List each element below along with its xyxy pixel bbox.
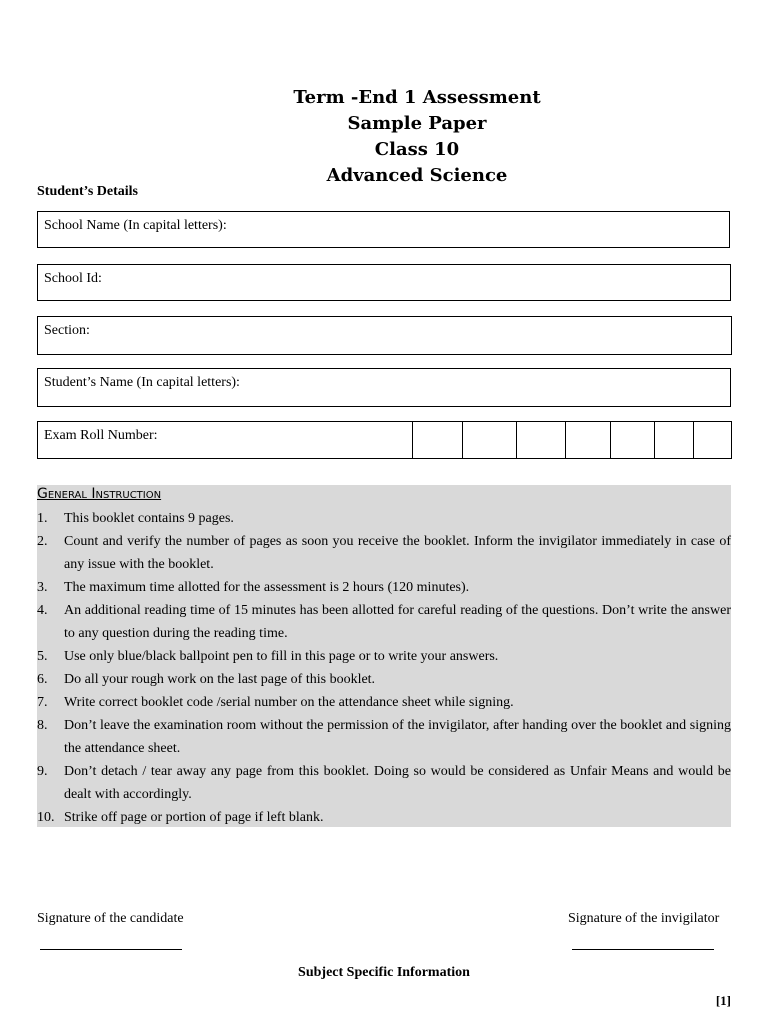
instruction-item [37,599,731,645]
instruction-item [37,645,731,668]
instruction-item [37,760,731,806]
school-name-field[interactable] [37,211,730,248]
roll-number-digit-2[interactable] [462,422,516,458]
roll-number-digit-7[interactable] [693,422,731,458]
instruction-text: An additional reading time of 15 minutes has been allotted for careful reading of the questions. Don’t write the answer to any question during the reading time. [64,603,731,641]
general-instruction-heading: General Instruction [37,486,162,502]
instruction-number: 9. [37,764,48,779]
instruction-text: Write correct booklet code /serial number on the attendance sheet while signing. [64,695,514,710]
instruction-number: 4. [37,603,48,618]
title-line-2: Sample Paper [347,113,487,134]
school-id-label: School Id: [44,271,102,286]
exam-roll-number-field [37,421,732,459]
instruction-number: 3. [37,580,48,595]
section-label: Section: [44,323,90,338]
instruction-item [37,530,731,576]
instruction-number: 8. [37,718,48,733]
instruction-text: Don’t detach / tear away any page from this booklet. Doing so would be considered as Unfair Means and would be dealt with accordingly. [64,764,731,802]
instruction-text: Strike off page or portion of page if left blank. [64,810,324,825]
instruction-text: Use only blue/black ballpoint pen to fill in this page or to write your answers. [64,649,499,664]
student-name-label: Student’s Name (In capital letters): [44,375,240,390]
instruction-number: 6. [37,672,48,687]
instruction-number: 2. [37,534,48,549]
instruction-number: 1. [37,511,48,526]
title-line-3: Class 10 [374,139,460,160]
instruction-text: Do all your rough work on the last page of this booklet. [64,672,376,687]
instruction-list [37,507,731,829]
instruction-item [37,806,731,829]
invigilator-signature-label: Signature of the invigilator [568,911,720,926]
general-instruction-section [37,485,731,827]
students-details-heading: Student’s Details [37,184,138,199]
subject-specific-information: Subject Specific Information [298,965,470,980]
invigilator-signature-line[interactable] [572,949,714,950]
instruction-text: Don’t leave the examination room without the permission of the invigilator, after handing over the booklet and signing the attendance sheet. [64,718,731,756]
student-name-field[interactable] [37,368,731,407]
title-line-4: Advanced Science [326,165,508,186]
roll-number-digit-4[interactable] [565,422,610,458]
instruction-item [37,714,731,760]
instruction-item [37,576,731,599]
roll-number-digit-3[interactable] [516,422,565,458]
section-field[interactable] [37,316,732,355]
roll-number-digit-6[interactable] [654,422,694,458]
title-line-1: Term -End 1 Assessment [293,87,541,108]
school-id-field[interactable] [37,264,731,301]
instruction-text: This booklet contains 9 pages. [64,511,234,526]
instruction-number: 7. [37,695,48,710]
instruction-item [37,507,731,530]
instruction-item [37,691,731,714]
candidate-signature-line[interactable] [40,949,182,950]
instruction-number: 10. [37,810,55,825]
instruction-text: The maximum time allotted for the assessment is 2 hours (120 minutes). [64,580,470,595]
page-number: [1] [715,993,731,1008]
instruction-text: Count and verify the number of pages as soon you receive the booklet. Inform the invigilator immediately in case of any issue with the booklet. [64,534,731,572]
school-name-label: School Name (In capital letters): [44,218,227,233]
instruction-item [37,668,731,691]
roll-number-digit-5[interactable] [610,422,655,458]
candidate-signature-label: Signature of the candidate [37,911,184,926]
instruction-number: 5. [37,649,48,664]
roll-number-digit-1[interactable] [412,422,462,458]
exam-roll-number-label: Exam Roll Number: [44,428,158,443]
